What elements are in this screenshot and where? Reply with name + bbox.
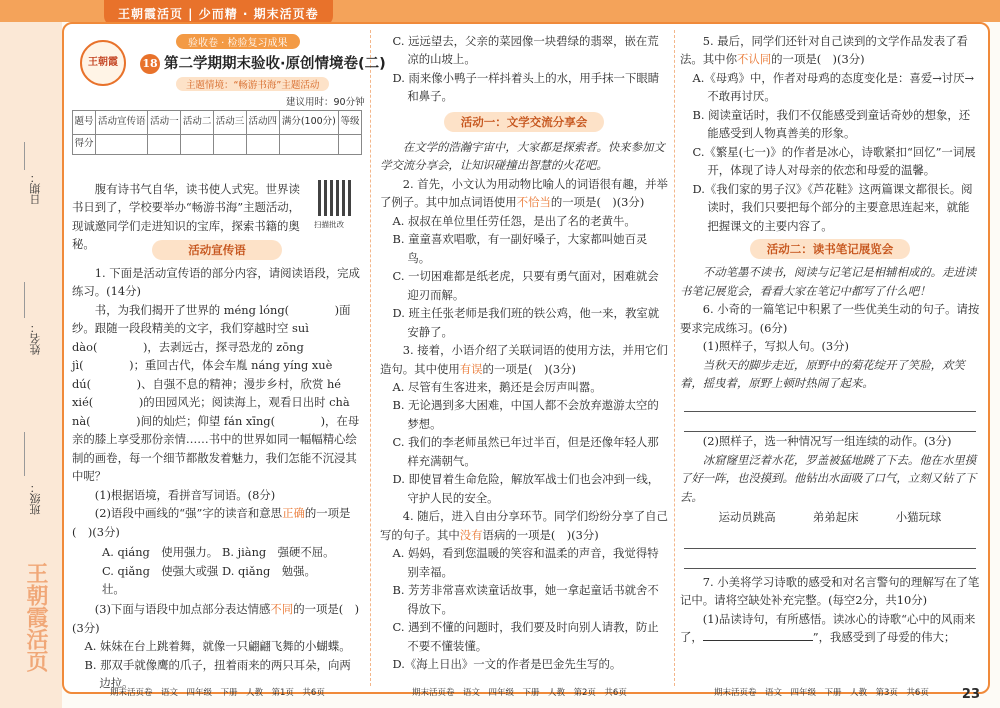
- score-row-label: 得分: [73, 135, 96, 155]
- option[interactable]: A. 妈妈，看到您温暖的笑容和温柔的声音，我觉得特别幸福。: [392, 546, 659, 579]
- option[interactable]: A.《母鸡》中，作者对母鸡的态度变化是：喜爱→讨厌→不敢再讨厌。: [692, 70, 975, 104]
- option[interactable]: B. 无论遇到多大困难，中国人都不会放弃遨游太空的梦想。: [392, 398, 659, 431]
- score-header: 活动宣传语: [95, 111, 148, 135]
- score-header: 活动四: [246, 111, 279, 135]
- option[interactable]: A. 尽管有生客进来，鹅还是会厉声叫嚣。: [392, 379, 602, 394]
- option[interactable]: A. 妹妹在台上跳着舞，就像一只翩翩飞舞的小蝴蝶。: [84, 639, 351, 654]
- option[interactable]: B. jiàng 强硬不屈。: [222, 545, 335, 560]
- column-divider: [370, 30, 371, 686]
- option[interactable]: B. 阅读童话时，我们不仅能感受到童话奇妙的想象，还能感受到人物真善美的形象。: [692, 107, 971, 141]
- question-7: 7. 小美将学习诗歌的感受和对名言警句的理解写在了笔记中。请将空缺处补充完整。(每空2分，共10分): [680, 574, 980, 608]
- q6-sub1: (1)照样子，写拟人句。(3分): [702, 339, 849, 354]
- score-cell[interactable]: [279, 135, 338, 155]
- score-cell[interactable]: [148, 135, 181, 155]
- column-2: [380, 32, 668, 682]
- section-pill: 活动一：文学交流分享会: [444, 112, 604, 132]
- question-2: 2. 首先，小文认为用动物比喻人的词语很有趣，并举了例子。其中加点词语使用不恰当的一项是( )(3分): [380, 176, 668, 210]
- name-line: [24, 282, 25, 318]
- name-label: 姓名：: [29, 322, 42, 355]
- answer-line[interactable]: [684, 412, 976, 432]
- date-line: [24, 142, 25, 170]
- banner-title: 王朝霞活页 | 少而精 · 期末活页卷: [104, 0, 333, 26]
- option[interactable]: D.《我们家的男子汉》《芦花鞋》这两篇课文都很长。阅读时，我们只要把每个部分的主要意思连起来，就能把握课文的主要内容了。: [692, 181, 973, 233]
- option[interactable]: A. 叔叔在单位里任劳任怨，是出了名的老黄牛。: [392, 213, 636, 228]
- option[interactable]: C.《繁星(七一)》的作者是冰心，诗歌紧扣“回忆”一词展开，体现了诗人对母亲的依恋和母爱的温馨。: [692, 144, 976, 178]
- score-table: [72, 110, 362, 155]
- fill-blank[interactable]: [703, 640, 813, 641]
- option[interactable]: D. 雨来像小鸭子一样抖着头上的水，用手抹一下眼睛和鼻子。: [392, 70, 660, 104]
- option[interactable]: D.《海上日出》一文的作者是巴金先生写的。: [392, 657, 622, 671]
- brand-watermark: 王朝霞活页: [23, 562, 49, 672]
- option[interactable]: D. 即使冒着生命危险，解放军战士们也会冲到一线，守护人民的安全。: [392, 472, 660, 505]
- option[interactable]: B. 那双手就像鹰的爪子，扭着雨来的两只耳朵，向两边拉。: [84, 657, 351, 691]
- header-tag: 验收卷 · 检验复习成果: [176, 34, 300, 49]
- question-4: 4. 随后，进入自由分享环节。同学们纷纷分享了自己写的句子。其中没有语病的一项是( )(3分): [380, 509, 668, 542]
- qr-code[interactable]: [318, 180, 354, 216]
- option[interactable]: C. 我们的李老师虽然已年过半百，但是还像年轻人那样充满朝气。: [392, 435, 659, 468]
- class-label: 班级：: [29, 482, 42, 515]
- theme-tag: 主题情境：“畅游书海”主题活动: [176, 77, 329, 91]
- q6-choices: [680, 506, 980, 528]
- question-3: 3. 接着，小语介绍了关联词语的使用方法，并用它们造句。其中使用有误的一项是( )(3分): [380, 343, 668, 376]
- option[interactable]: A. qiáng 使用强力。: [102, 545, 219, 560]
- score-header: 活动二: [181, 111, 214, 135]
- option[interactable]: C. 一切困难都是纸老虎，只要有勇气面对，困难就会迎刃而解。: [392, 269, 659, 302]
- side-margin: [0, 22, 62, 708]
- footer-page-3: 期末活页卷 语文 四年级 下册 人教 第3页 共6页: [714, 688, 929, 698]
- score-header: 等级: [339, 111, 362, 135]
- score-cell[interactable]: [339, 135, 362, 155]
- q6-example2: 冰窟窿里泛着水花，罗盖被猛地跳了下去。他在水里摸了好一阵，也没摸到。他钻出水面吸了口气，立刻又钻了下去。: [680, 452, 977, 504]
- option[interactable]: C. 远远望去，父亲的菜园像一块碧绿的翡翠，嵌在荒凉的山坡上。: [392, 34, 659, 67]
- question-1: 1. 下面是活动宣传语的部分内容，请阅读语段，完成练习。(14分): [72, 266, 360, 299]
- column-1: [72, 236, 362, 691]
- section-intro: 在文学的浩瀚宇宙中，大家都是探索者。快来参加文学交流分享会，让知识碰撞出智慧的火花吧。: [380, 139, 665, 173]
- score-cell[interactable]: [95, 135, 148, 155]
- page-number: 23: [961, 687, 980, 702]
- score-cell[interactable]: [214, 135, 247, 155]
- q1-sub1: (1)根据语境，看拼音写词语。(8分): [94, 487, 276, 502]
- exam-number: 18: [140, 54, 160, 74]
- q1-sub3: (3)下面与语段中加点部分表达情感不同的一项是( )(3分): [72, 602, 360, 635]
- score-cell[interactable]: [246, 135, 279, 155]
- column-divider: [674, 30, 675, 686]
- section-pill: 活动宣传语: [152, 240, 282, 260]
- question-5: 5. 最后，同学们还针对自己读到的文学作品发表了看法。其中你不认同的一项是( )(3分): [680, 34, 968, 67]
- section-pill: 活动二：读书笔记展览会: [750, 239, 910, 259]
- answer-line[interactable]: [684, 392, 976, 412]
- q6-example1: 当秋天的脚步走近，原野中的菊花绽开了笑脸，欢笑着，摇曳着，原野上顿时热闹了起来。: [680, 357, 965, 390]
- score-header: 题号: [73, 111, 96, 135]
- answer-line[interactable]: [684, 529, 976, 549]
- column-3: [680, 32, 980, 682]
- date-label: 日期：: [29, 172, 42, 205]
- q7-sub1: (1)品读诗句，有所感悟。读冰心的诗歌“心中的风雨来了， ”，我感受到了母爱的伟大；: [680, 611, 976, 645]
- choice[interactable]: 小猫玩球: [895, 510, 942, 525]
- score-header: 满分(100分): [279, 111, 338, 135]
- qr-caption: 扫描批改: [314, 220, 344, 229]
- score-header: 活动三: [214, 111, 247, 135]
- footer-page-2: 期末活页卷 语文 四年级 下册 人教 第2页 共6页: [412, 688, 627, 698]
- footer-page-1: 期末活页卷 语文 四年级 下册 人教 第1页 共6页: [110, 688, 325, 698]
- option[interactable]: D. 班主任张老师是我们班的铁公鸡，他一来，教室就安静了。: [392, 306, 660, 339]
- class-line: [24, 432, 25, 476]
- q1-sub2-options: [72, 541, 362, 600]
- option[interactable]: B. 芳芳非常喜欢读童话故事，她一拿起童话书就舍不得放下。: [392, 583, 659, 616]
- choice[interactable]: 运动员跳高: [718, 510, 776, 525]
- option[interactable]: C. 遇到不懂的问题时，我们要及时向别人请教，防止不要不懂装懂。: [392, 620, 659, 653]
- q6-sub2: (2)照样子，选一种情况写一组连续的动作。(3分): [702, 434, 952, 449]
- choice[interactable]: 弟弟起床: [812, 510, 859, 525]
- intro-text: 腹有诗书气自华，读书使人式宪。世界读书日到了，学校要举办“畅游书海”主题活动，现诚邀同学们走进知识的宝库，探索书籍的奥秘。: [72, 182, 301, 252]
- brand-logo: 王朝霞: [80, 40, 126, 86]
- option[interactable]: D. qiǎng 勉强。: [222, 563, 316, 578]
- question-6: 6. 小奇的一篇笔记中积累了一些优美生动的句子。请按要求完成练习。(6分): [680, 302, 980, 335]
- exam-title: 第二学期期末验收·原创情境卷(二): [164, 56, 386, 72]
- option[interactable]: B. 童童喜欢唱歌，有一副好嗓子，大家都叫她百灵鸟。: [392, 232, 648, 265]
- option[interactable]: C. qiǎng 使强大或强壮。: [102, 563, 219, 596]
- suggested-time: 建议用时：90分钟: [286, 97, 365, 108]
- score-cell[interactable]: [181, 135, 214, 155]
- passage: 书，为我们揭开了世界的 méng lóng( )面纱。跟随一段段精美的文字，我们穿越时空 suì dào( )，去剥远古，探寻恐龙的 zōng jì( )；重回古代，体会车胤 náng yíng xuè dú( )、自强不息的精神；漫步乡村，欣赏 hé xié( )的田园风光；阅读海上，观看日出时 chà nà( )间的灿烂；仰望 fán xīng( )，在母亲的膝上享受那份亲情……书中的世界如同一幅幅精心绘制的画卷，每一个细节都散发着魅力，我们怎能不沉浸其中呢？: [72, 302, 360, 484]
- answer-line[interactable]: [684, 549, 976, 569]
- section-intro: 不动笔墨不读书，阅读与记笔记是相辅相成的。走进读书笔记展览会，看看大家在笔记中都写了什么吧！: [680, 265, 977, 298]
- score-header: 活动一: [148, 111, 181, 135]
- q1-sub2: (2)语段中画线的“强”字的读音和意思正确的一项是( )(3分): [72, 506, 351, 539]
